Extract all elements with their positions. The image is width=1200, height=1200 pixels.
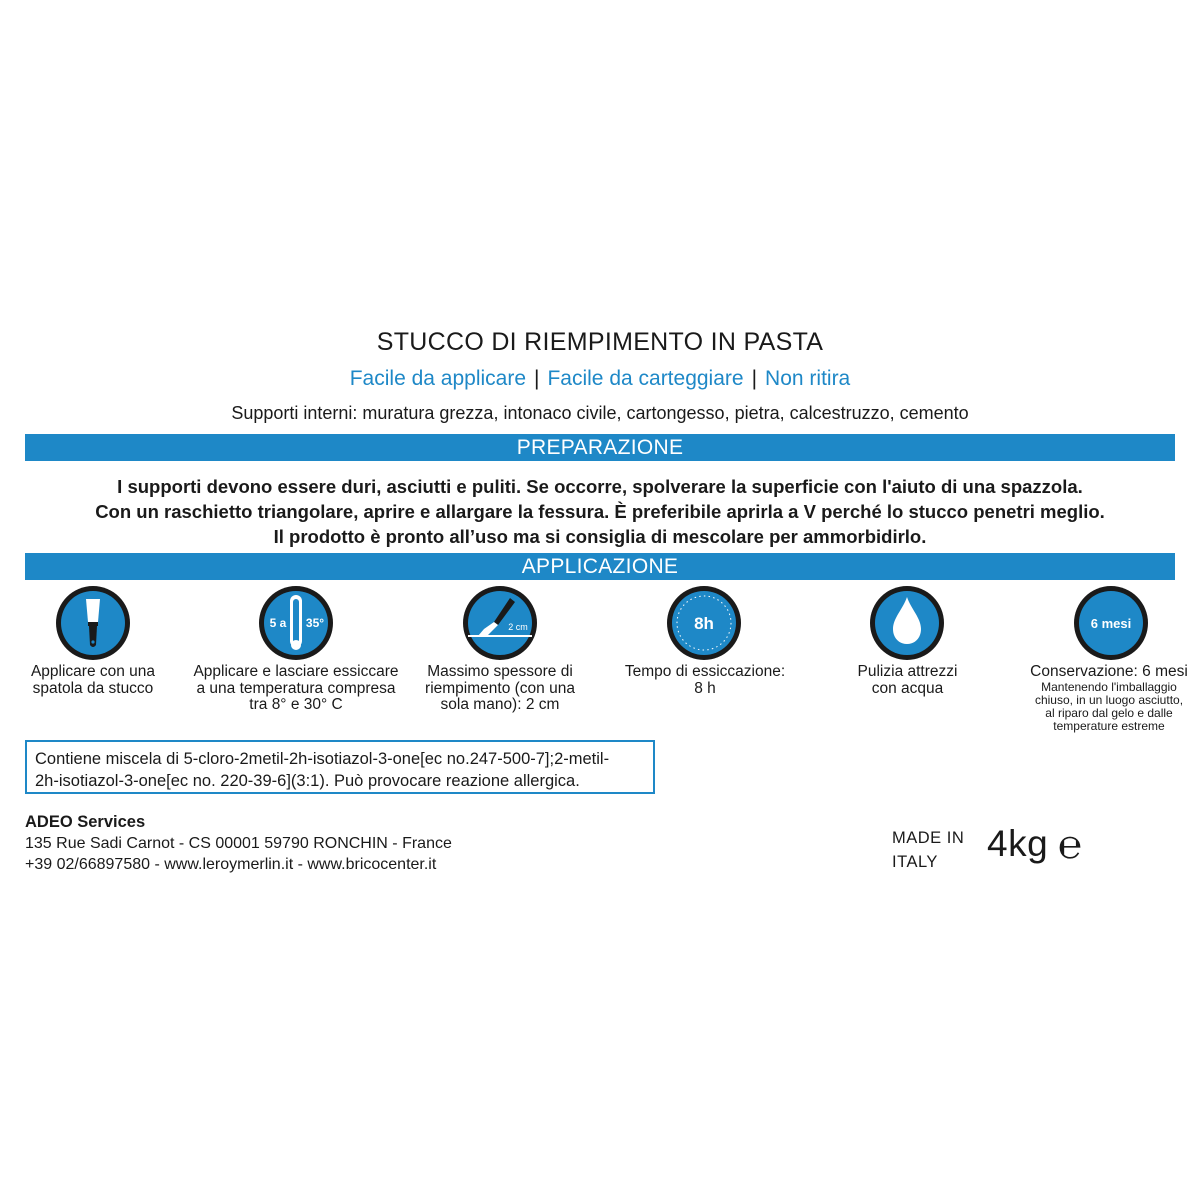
caption-line: Applicare con una bbox=[30, 663, 156, 680]
spatula-icon bbox=[55, 585, 131, 661]
caption-line: 8 h bbox=[694, 679, 716, 697]
drying-time-label: 8h bbox=[694, 614, 714, 633]
separator: | bbox=[534, 367, 540, 390]
feature-item: Facile da carteggiare bbox=[547, 367, 744, 390]
caption-line: spatola da stucco bbox=[32, 679, 154, 697]
feature-list bbox=[0, 367, 1200, 391]
caption-line: riempimento (con una bbox=[425, 679, 575, 697]
company-contact: +39 02/66897580 - www.leroymerlin.it - www.bricocenter.it bbox=[25, 856, 437, 873]
preparation-line: Con un raschietto triangolare, aprire e allargare la fessura. È preferibile aprirla a V perché lo stucco penetri meglio. bbox=[95, 501, 1105, 522]
feature-item: Facile da applicare bbox=[349, 367, 526, 390]
origin-line: MADE IN bbox=[892, 829, 965, 847]
warning-line: 2h-isotiazol-3-one[ec no. 220-39-6](3:1). Può provocare reazione allergica. bbox=[35, 772, 580, 790]
caption-note: temperature estreme bbox=[1053, 718, 1165, 733]
caption-line: sola mano): 2 cm bbox=[440, 696, 560, 713]
caption-line: tra 8° e 30° C bbox=[249, 696, 343, 713]
feature-item: Non ritira bbox=[765, 367, 851, 390]
company-name: ADEO Services bbox=[25, 813, 146, 831]
company-address: 135 Rue Sadi Carnot - CS 00001 59790 RONCHIN - France bbox=[25, 835, 452, 852]
preparation-line: I supporti devono essere duri, asciutti e puliti. Se occorre, spolverare la superficie con l'aiuto di una spazzola. bbox=[117, 476, 1083, 497]
thermometer-right-label: 35° bbox=[305, 616, 325, 630]
caption-line: Conservazione: 6 mesi bbox=[1030, 663, 1188, 680]
drying-time-icon bbox=[666, 585, 742, 661]
supports-text: Supporti interni: muratura grezza, intonaco civile, cartongesso, pietra, calcestruzzo, cemento bbox=[231, 403, 969, 423]
thickness-label: 2 cm bbox=[508, 622, 528, 632]
preparation-line: Il prodotto è pronto all’uso ma si consiglia di mescolare per ammorbidirlo. bbox=[273, 526, 927, 547]
caption-line: Tempo di essiccazione: bbox=[624, 663, 786, 680]
application-caption bbox=[1020, 664, 1198, 733]
caption-line: a una temperatura compresa bbox=[196, 679, 396, 697]
water-drop-icon bbox=[869, 585, 945, 661]
warning-line: Contiene miscela di 5-cloro-2metil-2h-isotiazol-3-one[ec no.247-500-7];2-metil- bbox=[35, 750, 610, 768]
origin-label bbox=[892, 826, 964, 874]
application-caption bbox=[410, 664, 590, 714]
thickness-icon bbox=[462, 585, 538, 661]
storage-icon bbox=[1073, 585, 1149, 661]
caption-note: Mantenendo l'imballaggio bbox=[1041, 679, 1177, 694]
product-title: STUCCO DI RIEMPIMENTO IN PASTA bbox=[376, 328, 824, 356]
application-heading: APPLICAZIONE bbox=[25, 553, 1175, 580]
separator: | bbox=[751, 367, 758, 390]
application-caption bbox=[18, 664, 168, 697]
preparation-heading: PREPARAZIONE bbox=[25, 434, 1175, 461]
application-caption bbox=[830, 664, 985, 697]
caption-line: Applicare e lasciare essiccare bbox=[193, 663, 399, 680]
company-info bbox=[25, 812, 452, 875]
hazard-warning-box bbox=[25, 740, 655, 794]
caption-line: con acqua bbox=[871, 679, 944, 697]
thermometer-icon bbox=[258, 585, 334, 661]
origin-line: ITALY bbox=[892, 853, 938, 871]
estimated-sign: ℮ bbox=[1058, 823, 1083, 867]
preparation-text bbox=[0, 474, 1200, 549]
thermometer-left-label: 5 a bbox=[269, 616, 287, 630]
caption-line: Massimo spessore di bbox=[427, 663, 573, 680]
application-caption bbox=[183, 664, 409, 714]
application-caption bbox=[610, 664, 800, 697]
caption-line: Pulizia attrezzi bbox=[857, 663, 958, 680]
caption-note: chiuso, in un luogo asciutto, bbox=[1034, 692, 1184, 707]
storage-label: 6 mesi bbox=[1090, 616, 1132, 631]
caption-note: al riparo dal gelo e dalle bbox=[1045, 705, 1173, 720]
net-weight: 4kg bbox=[987, 823, 1049, 864]
